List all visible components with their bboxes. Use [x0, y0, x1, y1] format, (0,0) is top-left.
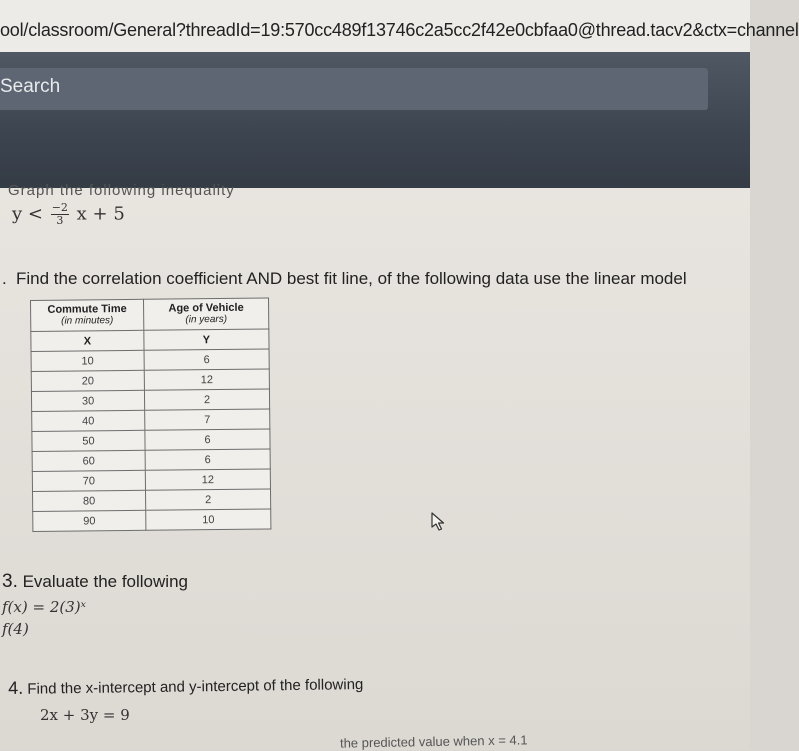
x-cell: 60 [32, 450, 145, 471]
col2-header [143, 298, 268, 330]
y-cell: 2 [145, 489, 270, 510]
function-call: f(4) [2, 620, 29, 638]
inequality-lhs: y < [12, 203, 43, 225]
col1-header [31, 299, 144, 331]
table-row [31, 369, 269, 391]
question-4-text: Find the x-intercept and y-intercept of the following [27, 676, 364, 698]
question-2-bullet: . [2, 269, 7, 288]
question-3 [2, 571, 188, 593]
search-placeholder: Search [0, 76, 61, 97]
search-input[interactable] [0, 68, 708, 110]
x-cell: 50 [32, 430, 145, 451]
y-cell: 6 [145, 429, 270, 450]
x-cell: 80 [33, 490, 146, 511]
document-image [0, 182, 750, 751]
x-label: X [31, 330, 144, 351]
y-cell: 6 [144, 349, 269, 370]
question-3-number: 3. [2, 571, 18, 592]
table-row [32, 429, 270, 451]
question-2 [2, 269, 687, 289]
col1-header-sub: (in minutes) [61, 315, 114, 327]
linear-equation: 2x + 3y = 9 [40, 706, 130, 724]
function-definition: f(x) = 2(3)ˣ [2, 598, 86, 616]
table-row [32, 469, 270, 491]
fraction [51, 202, 69, 227]
question-4 [8, 673, 363, 699]
x-cell: 90 [33, 510, 146, 531]
data-table [30, 297, 271, 531]
mouse-cursor-icon [430, 512, 448, 532]
cut-off-heading: Graph the following inequality [8, 182, 235, 199]
y-cell: 7 [145, 409, 270, 430]
table-row [32, 409, 270, 431]
y-cell: 12 [144, 369, 269, 390]
x-cell: 70 [32, 470, 145, 491]
y-label: Y [144, 329, 269, 350]
inequality-rhs: x + 5 [76, 203, 125, 225]
question-2-text: Find the correlation coefficient AND best fit line, of the following data use the linear model [16, 269, 687, 288]
y-cell: 6 [145, 449, 270, 470]
x-cell: 20 [31, 370, 144, 391]
table-row [32, 449, 270, 471]
url-text[interactable]: ool/classroom/General?threadId=19:570cc489f13746c2a5cc2f42e0cbfaa0@thread.tacv2&ctx=channel [0, 20, 799, 40]
table-row [33, 489, 271, 511]
x-cell: 10 [31, 350, 144, 371]
table-row [31, 349, 269, 371]
address-bar[interactable] [0, 0, 799, 60]
col2-header-text: Age of Vehicle [168, 301, 244, 315]
fraction-numerator: −2 [51, 201, 68, 214]
cut-off-text: the predicted value when x = 4.1 [339, 732, 528, 751]
x-cell: 40 [32, 410, 145, 431]
y-cell: 2 [144, 389, 269, 410]
fraction-denominator: 3 [56, 214, 64, 227]
question-4-number: 4. [8, 677, 24, 698]
y-cell: 12 [145, 469, 270, 490]
y-cell: 10 [146, 509, 271, 530]
col1-header-text: Commute Time [47, 302, 127, 316]
question-3-text: Evaluate the following [22, 572, 188, 591]
x-cell: 30 [31, 390, 144, 411]
inequality [12, 202, 125, 227]
table-row [33, 509, 271, 531]
table-row [31, 389, 269, 411]
col2-header-sub: (in years) [185, 313, 228, 326]
